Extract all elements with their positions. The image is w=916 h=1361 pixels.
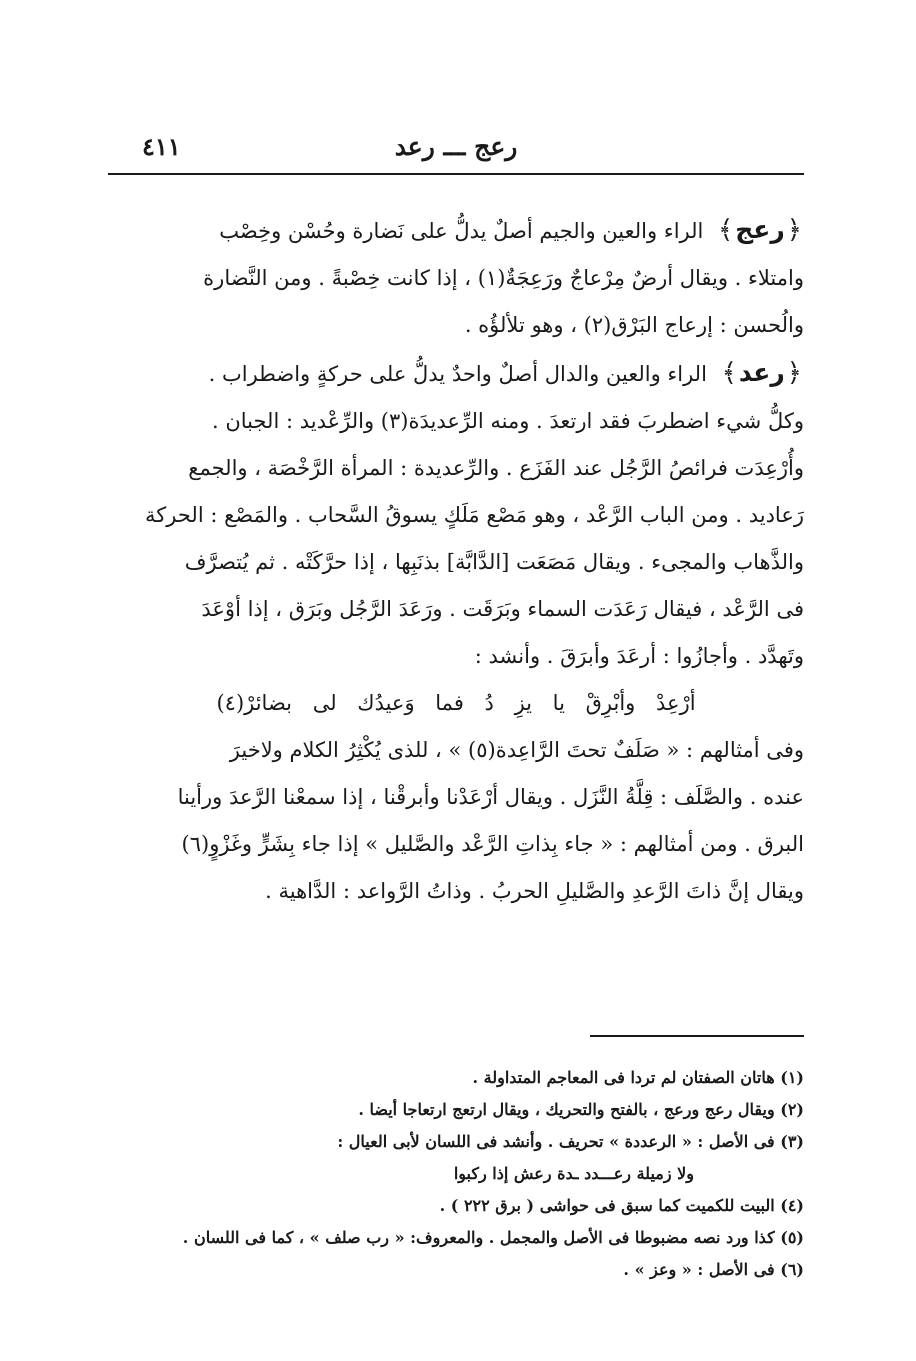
entry-line: وفى أمثالهم : « صَلَفٌ تحتَ الرَّاعِدة(٥) » ، للذى يُكْثِرُ الكلام ولاخيرَ [229,738,804,762]
footnotes [108,1062,804,1286]
entry-line: ويقال إنَّ ذاتَ الرَّعدِ والصَّليلِ الحربُ . وذاتُ الرَّواعد : الدَّاهية . [265,879,804,903]
entry-headword: ﴿رعج﴾ [718,215,802,245]
main-text [108,206,804,915]
entry-line: وامتلاء . ويقال أرضٌ مِرْعاجٌ ورَعِجَةٌ(١) ، إذا كانت خِصْبةً . ومن النَّضارة [203,266,804,290]
entry-text: الراء والعين والدال أصلٌ واحدٌ يدلُّ على حركةٍ واضطراب . [208,362,707,386]
entry-line: وكلُّ شيء اضطربَ فقد ارتعدَ . ومنه الرِّعديدَة(٣) والرِّعْديد : الجبان . [211,409,804,433]
page-header [108,128,804,172]
page-number: ٤١١ [142,132,181,161]
verse-part: وأبْرِقْ [585,691,636,715]
entry-line: وأُرْعِدَت فرائصُ الرَّجُل عند الفَزَع . والرِّعديدة : المرأة الرَّخْصَة ، والجمع [188,456,804,480]
entry-line: عنده . والصَّلَف : قِلَّةُ النَّزَل . ويقال أرْعَدْنا وأبرقْنا ، إذا سمعْنا الرَّعدَ ورأينا [177,785,804,809]
entry-line: وتَهدَّد . وأجازُوا : أرعَدَ وأبرَقَ . وأنشد : [474,644,804,668]
footnote: (٢) ويقال رعج ورعج ، بالفتح والتحريك ، ويقال ارتعج ارتعاجا أيضا . [358,1100,804,1119]
footnote: (٦) فى الأصل : « وعز » . [623,1260,804,1279]
footnote: (٣) فى الأصل : « الرعددة » تحريف . وأنشد فى اللسان لأبى العيال : [337,1132,804,1151]
header-rule [108,173,804,175]
entry-line: والذَّهاب والمجىء . ويقال مَصَعَت [الدَّابَّة] بذنَبِها ، إذا حرَّكَتْه . ثم يُتصرَّف [184,550,804,574]
poetry-verse [108,680,804,727]
footnote: (٤) البيت للكميت كما سبق فى حواشى ( برق ٢٢٢ ) . [439,1196,804,1215]
entry-line [108,206,804,255]
entry-line: رَعاديد . ومن الباب الرَّعْد ، وهو مَصْع مَلَكٍ يسوقُ السَّحاب . والمَصْع : الحركة [145,503,804,527]
entry-line: البرق . ومن أمثالهم : « جاء بِذاتِ الرَّعْد والصَّليل » إذا جاء بِشَرٍّ وغَزْوٍ(٦) [181,832,804,856]
running-title: رعج ـــ رعد [394,132,518,161]
entry-line [108,349,804,398]
footnote: (١) هاتان الصفتان لم تردا فى المعاجم المتداولة . [472,1068,804,1087]
footnote-rule [590,1035,804,1037]
entry-headword: ﴿رعد﴾ [721,358,802,388]
verse-part: دُ فما وَعيدُك لى بضائرْ(٤) [216,691,494,715]
footnote-verse: ولا زميلة رعـــدد ـدة رعش إذا ركبوا [453,1164,694,1183]
entry-text: الراء والعين والجيم أصلٌ يدلُّ على نَضارة وحُسْن وخِصْب [219,219,704,243]
verse-part: أرْعِدْ [656,691,696,715]
entry-line: والُحسن : إرعاج البَرْق(٢) ، وهو تلألؤُه . [464,313,804,337]
entry-line: فى الرَّعْد ، فيقال رَعَدَت السماء وبَرَقَت . ورَعَدَ الرَّجُل وبَرَق ، إذا أوْعَدَ [201,597,804,621]
verse-part: يا يزِ [514,691,565,715]
footnote: (٥) كذا ورد نصه مضبوطا فى الأصل والمجمل . والمعروف: « رب صلف » ، كما فى اللسان . [182,1228,804,1247]
